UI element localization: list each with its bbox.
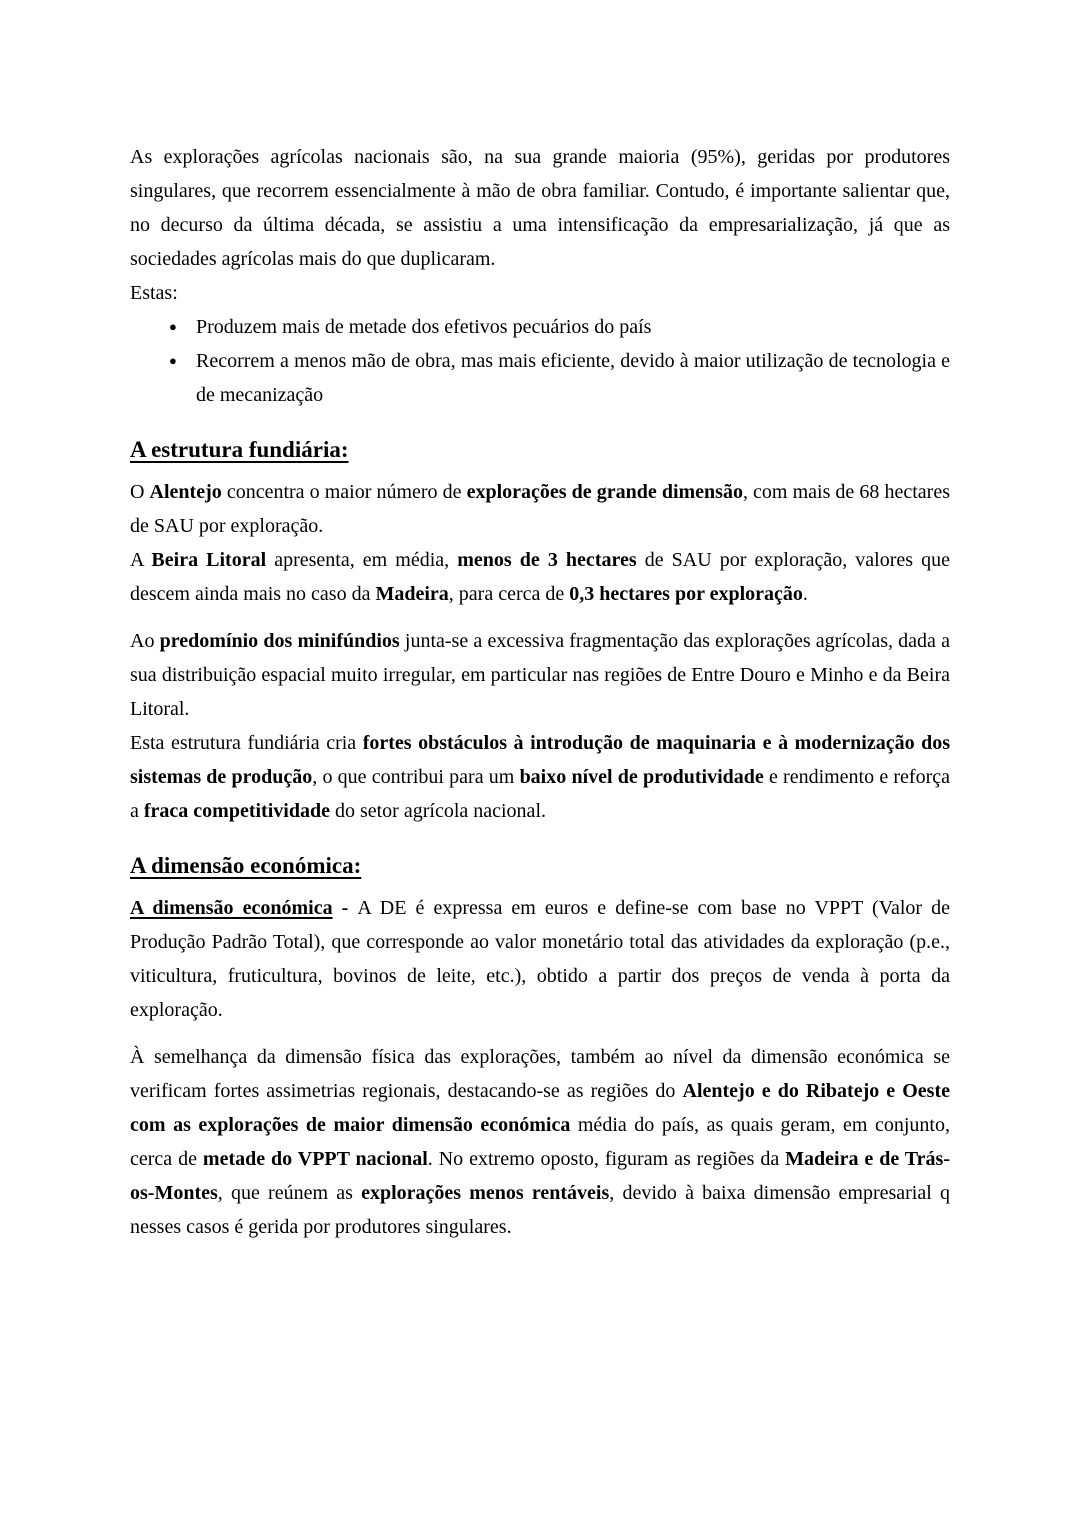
paragraph-intro: [130, 140, 950, 276]
text-segment: do setor agrícola nacional.: [329, 800, 546, 822]
section-heading-dimensao-economica: A dimensão económica:: [130, 853, 362, 878]
text-segment: A DE é expressa em euros e define-se com base no VPPT (Valor de Produção Padrão Total), que corresponde ao valor monetário total das atividades da exploração (p.e., viticultura, fruticultura, bovinos de leite, etc.), obtido a partir dos preços de venda à porta da exploração.: [130, 897, 950, 1021]
text-segment: -: [332, 897, 358, 919]
bullet-dot-icon: ●: [169, 319, 177, 334]
text-segment: Produzem mais de metade dos efetivos pecuários do país: [196, 316, 652, 338]
text-segment: .: [802, 583, 808, 605]
text-segment: Estas:: [130, 282, 178, 304]
paragraph-assimetrias: [130, 1040, 950, 1244]
text-segment: de SAU por exploração, valores que descem ainda mais no caso da: [130, 549, 951, 605]
text-segment: média do país, as quais geram, em conjunto, cerca de: [130, 1114, 950, 1170]
text-segment: , devido à baixa dimensão empresarial q nesses casos é gerida por produtores singulares.: [130, 1182, 950, 1238]
text-segment: metade do VPPT nacional: [202, 1148, 428, 1170]
text-segment: apresenta, em média,: [266, 549, 458, 571]
text-segment: , com mais de 68 hectares de SAU por exploração.: [130, 481, 950, 537]
bullet-list: [130, 310, 950, 412]
paragraph-beira-litoral: [130, 543, 950, 611]
text-segment: menos de 3 hectares: [457, 549, 637, 571]
paragraph-obstaculos: [130, 726, 950, 828]
text-segment: O: [130, 481, 150, 503]
text-segment: Madeira: [375, 583, 449, 605]
text-segment: , que reúnem as: [217, 1182, 362, 1204]
paragraph-alentejo: [130, 475, 950, 543]
text-segment: Alentejo: [149, 481, 222, 503]
text-segment: A dimensão económica: [130, 897, 333, 919]
text-segment: Beira Litoral: [151, 549, 267, 571]
text-segment: Ao: [130, 630, 160, 652]
text-segment: explorações menos rentáveis: [361, 1182, 610, 1204]
text-segment: Alentejo e do Ribatejo e Oeste com as explorações de maior dimensão económica: [130, 1080, 951, 1136]
section-heading-estrutura-fundiaria: A estrutura fundiária:: [130, 437, 349, 462]
text-segment: e rendimento e reforça a: [130, 766, 951, 822]
bullet-item: [169, 310, 950, 344]
text-segment: concentra o maior número de: [221, 481, 467, 503]
paragraph-definicao-de: [130, 891, 950, 1027]
text-segment: Recorrem a menos mão de obra, mas mais eficiente, devido à maior utilização de tecnologia e de mecanização: [196, 350, 950, 406]
text-segment: As explorações agrícolas nacionais são, na sua grande maioria (95%), geridas por produtores singulares, que recorrem essencialmente à mão de obra familiar. Contudo, é importante salientar que, no decurso da última década, se assistiu a uma intensificação da empresarialização, já que as sociedades agrícolas mais do que duplicaram.: [130, 146, 950, 270]
text-segment: 0,3 hectares por exploração: [569, 583, 803, 605]
bullet-item: [169, 344, 950, 412]
text-segment: A: [130, 549, 152, 571]
paragraph-estas-label: [130, 276, 950, 310]
text-segment: À semelhança da dimensão física das explorações, também ao nível da dimensão económica se verificam fortes assimetrias regionais, destacando-se as regiões do: [130, 1046, 950, 1102]
bullet-dot-icon: ●: [169, 353, 177, 368]
text-segment: Madeira e de Trás-os-Montes: [130, 1148, 950, 1204]
text-segment: junta-se a excessiva fragmentação das explorações agrícolas, dada a sua distribuição espacial muito irregular, em particular nas regiões de Entre Douro e Minho e da Beira Litoral.: [130, 630, 950, 720]
text-segment: predomínio dos minifúndios: [159, 630, 400, 652]
text-segment: baixo nível de produtividade: [519, 766, 764, 788]
paragraph-minifundios: [130, 624, 950, 726]
text-segment: Esta estrutura fundiária cria: [130, 732, 363, 754]
text-segment: , para cerca de: [448, 583, 570, 605]
text-segment: explorações de grande dimensão: [466, 481, 743, 503]
text-segment: fortes obstáculos à introdução de maquinaria e à modernização dos sistemas de produção: [130, 732, 951, 788]
text-segment: . No extremo oposto, figuram as regiões da: [427, 1148, 786, 1170]
text-segment: , o que contribui para um: [312, 766, 520, 788]
text-segment: fraca competitividade: [143, 800, 330, 822]
